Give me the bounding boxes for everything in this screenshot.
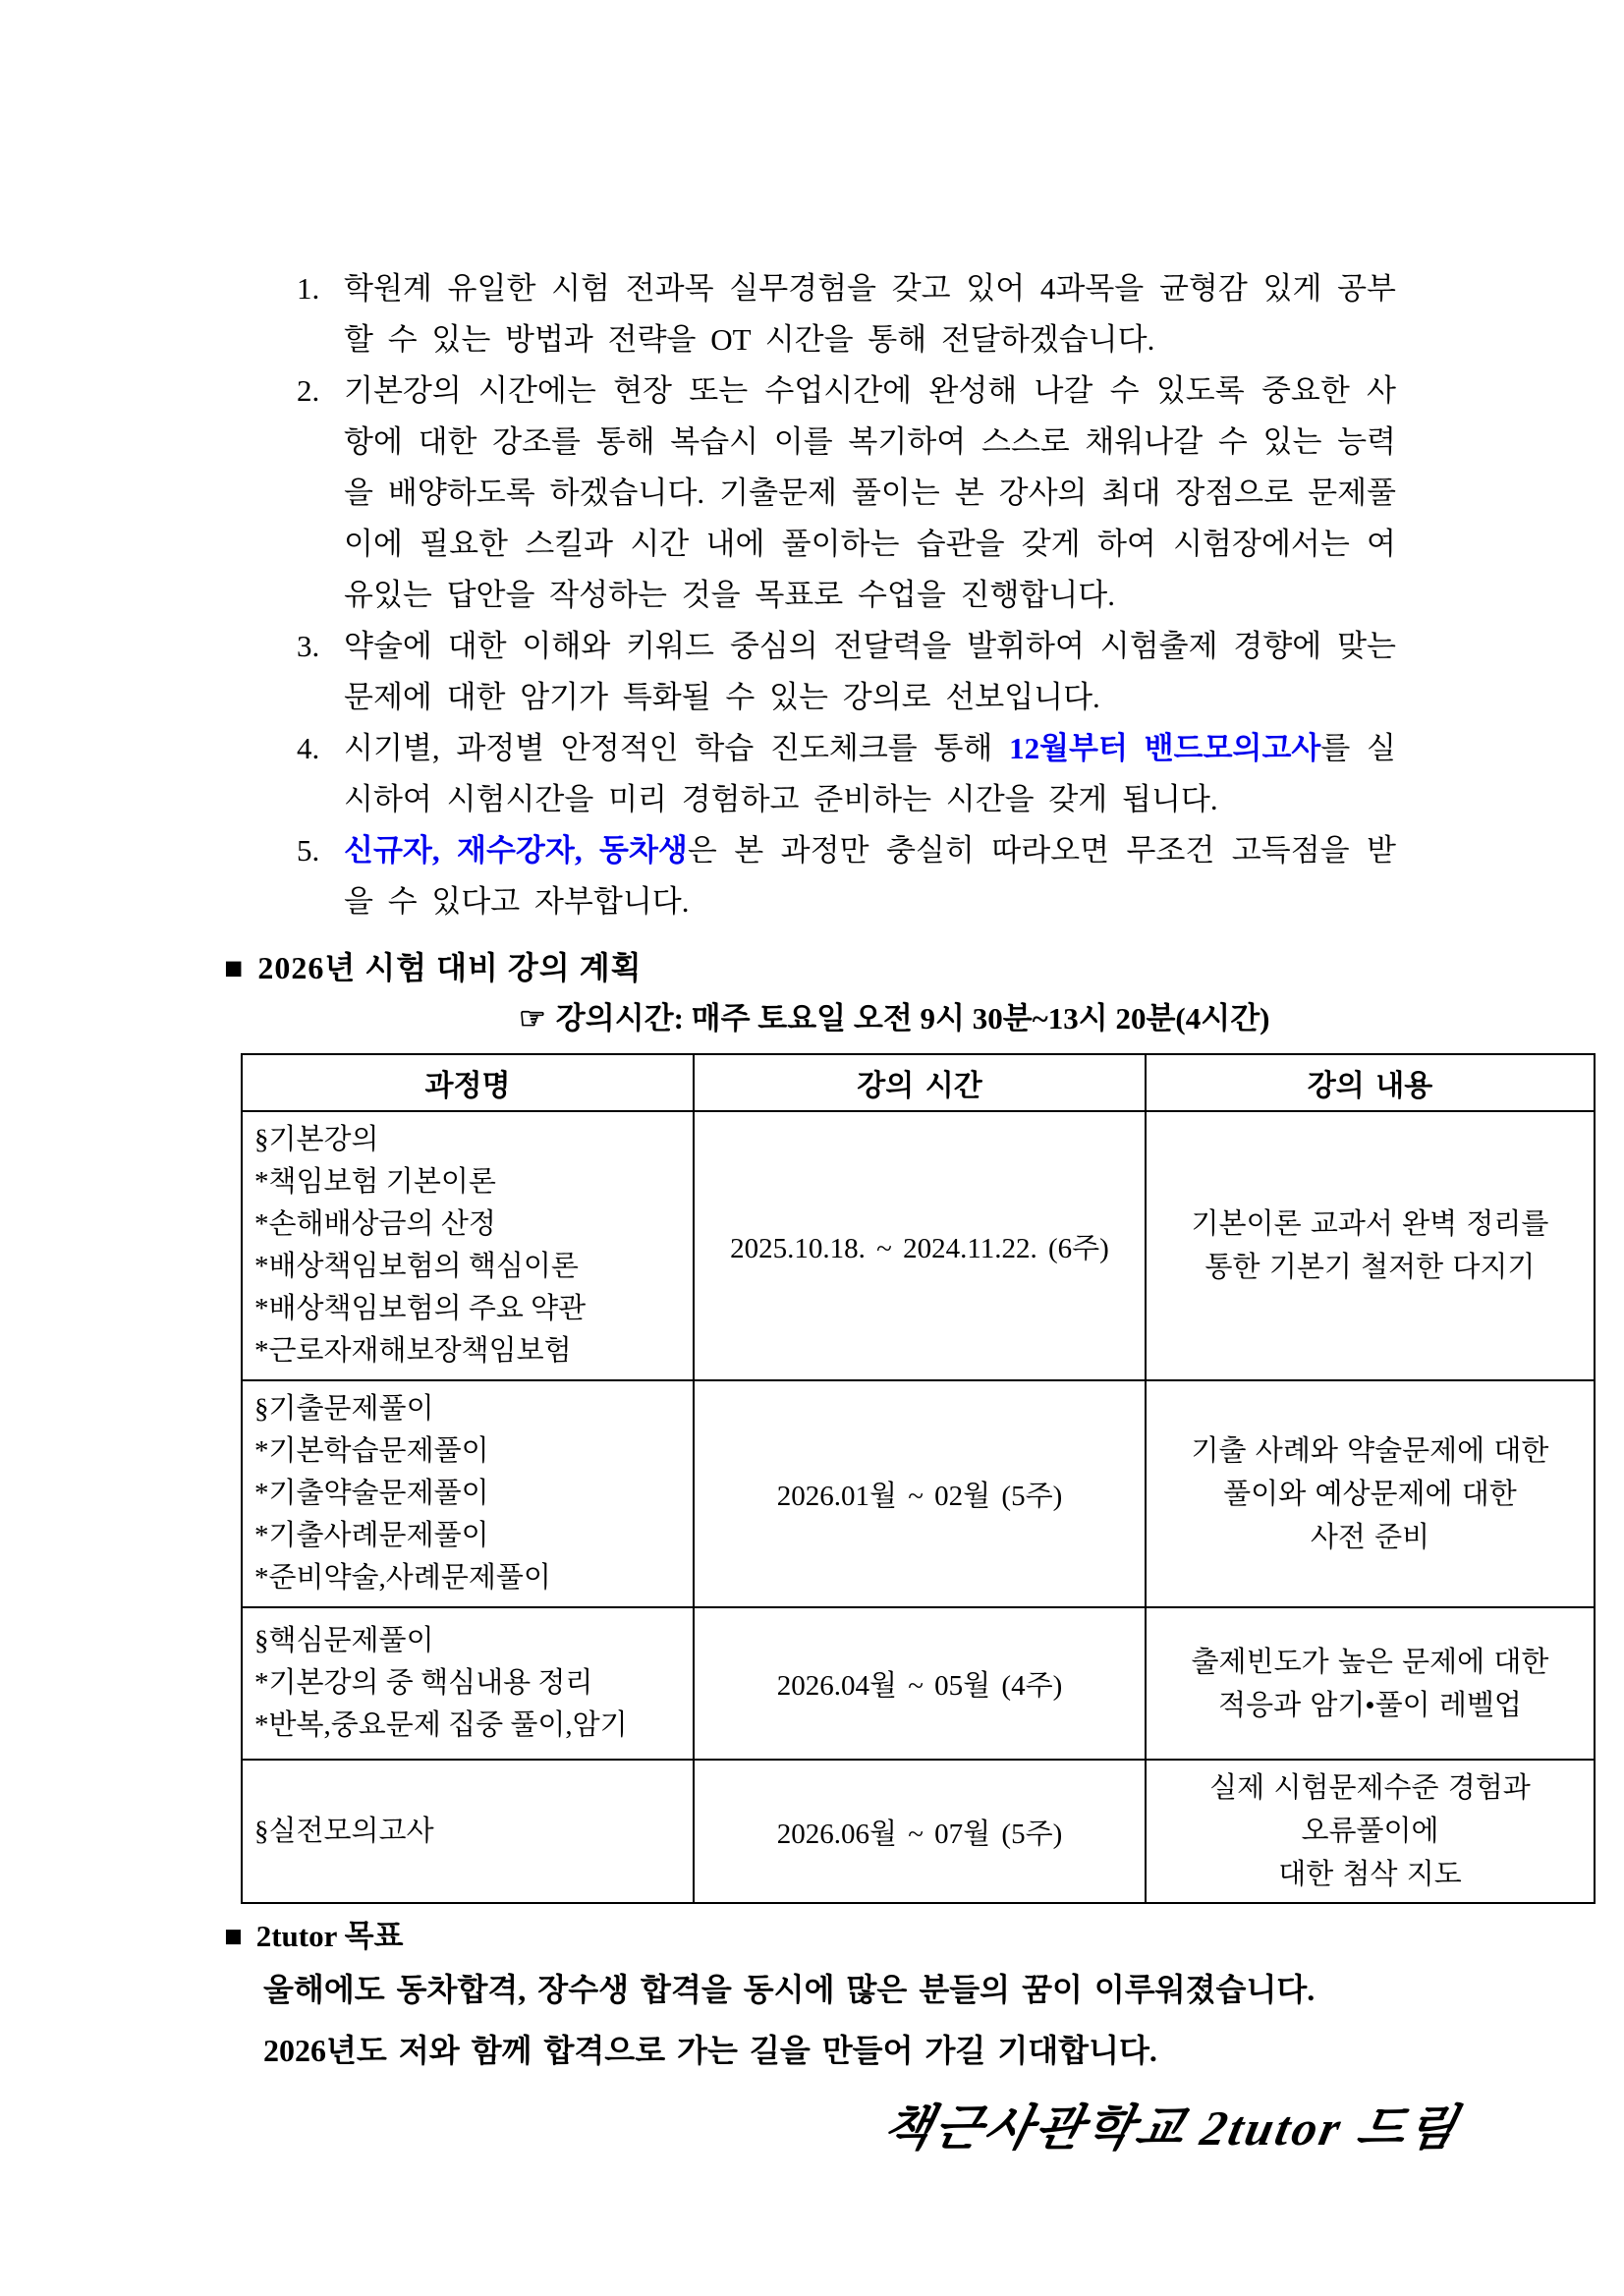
content-line: 출제빈도가 높은 문제에 대한 [1191,1646,1549,1678]
item-text: 학원계 유일한 시험 전과목 실무경험을 갖고 있어 4과목을 균형감 있게 공부 할 수 있는 방법과 전략을 OT 시간을 통해 전달하겠습니다. [344,271,1396,357]
content-cell [1146,1607,1595,1760]
signature: 책근사관학교 2tutor 드림 [877,2100,1465,2156]
header-content: 강의 내용 [1146,1054,1595,1111]
item-text: 기본강의 시간에는 현장 또는 수업시간에 완성해 나갈 수 있도록 중요한 사항에 대한 강조를 통해 복습시 이를 복기하여 스스로 채워나갈 수 있는 능력을 배양하도록 하겠습니다. 기출문제 풀이는 본 강사의 최대 장점으로 문제풀이에 필요한 스킬과 시간 내에 풀이하는 습관을 갖게 하여 시험장에서는 여유있는 답안을 작성하는 것을 목표로 수업을 진행합니다. [344,373,1396,612]
course-line: *기출사례문제풀이 [254,1520,489,1551]
course-line: *기출약술문제풀이 [254,1478,489,1509]
item-text: 를 실시하여 시험시간을 미리 경험하고 준비하는 시간을 갖게 됩니다. [344,731,1396,816]
content-line: 통한 기본기 철저한 다지기 [1204,1252,1536,1283]
table-row [242,1607,1595,1760]
header-course: 과정명 [242,1054,694,1111]
intro-section [0,0,1624,927]
list-item [297,621,1396,723]
content-cell [1146,1111,1595,1380]
lecture-plan-table [241,1053,1596,1904]
highlight-text: 12월부터 밴드모의고사 [1009,731,1321,765]
list-item [297,263,1396,365]
content-line: 대한 첨삭 지도 [1278,1859,1462,1890]
list-item [297,825,1396,927]
content-line: 기출 사례와 약술문제에 대한 [1191,1434,1549,1467]
course-line: *근로자재해보장책임보험 [254,1335,572,1367]
course-cell [242,1111,694,1380]
course-line: §실전모의고사 [254,1815,434,1847]
item-text: 은 본 과정만 충실히 따라오면 무조건 고득점을 받을 수 있다고 자부합니다. [344,833,1396,919]
square-bullet-icon: ■ [224,1919,243,1953]
item-number: 5. [297,833,320,868]
content-line: 오류풀이에 [1301,1816,1439,1847]
table-header-row [242,1054,1595,1111]
course-cell [242,1607,694,1760]
time-cell: 2026.04월 ~ 05월 (4주) [694,1607,1146,1760]
item-text: 약술에 대한 이해와 키워드 중심의 전달력을 발휘하여 시험출제 경향에 맞는 문제에 대한 암기가 특화될 수 있는 강의로 선보입니다. [344,629,1396,714]
table-row [242,1380,1595,1607]
course-line: *손해배상금의 산정 [254,1208,496,1240]
plan-title-text: 2026년 시험 대비 강의 계획 [257,950,643,985]
content-line: 기본이론 교과서 완벽 정리를 [1191,1208,1549,1240]
course-line: §기본강의 [254,1124,379,1155]
list-item [297,365,1396,621]
goal-line: 울해에도 동차합격, 장수생 합격을 동시에 많은 분들의 꿈이 이루워졌습니다. [263,1972,1316,2007]
item-number: 3. [297,629,320,663]
item-number: 2. [297,373,320,408]
course-line: §기출문제풀이 [254,1393,434,1425]
course-line: *배상책임보험의 핵심이론 [254,1251,579,1282]
goal-section-title [224,1914,1624,1959]
plan-section-title [224,945,1624,990]
content-line: 풀이와 예상문제에 대한 [1223,1478,1517,1510]
course-line: *기본강의 중 핵심내용 정리 [254,1667,593,1699]
goal-lines [224,1959,1624,2081]
goal-title-text: 2tutor 목표 [255,1919,404,1953]
course-line: §핵심문제풀이 [254,1625,434,1656]
item-text: 시기별, 과정별 안정적인 학습 진도체크를 통해 [344,731,1010,765]
square-bullet-icon: ■ [224,950,245,985]
table-row [242,1760,1595,1903]
content-line: 사전 준비 [1310,1521,1430,1553]
pointing-hand-icon: ☞ [519,1001,546,1036]
course-cell [242,1380,694,1607]
schedule-note [519,996,1624,1041]
content-line: 적응과 암기•풀이 레벨업 [1218,1689,1522,1721]
course-cell [242,1760,694,1903]
time-cell: 2026.01월 ~ 02월 (5주) [694,1380,1146,1607]
course-line: *반복,중요문제 집중 풀이,암기 [254,1709,628,1741]
schedule-note-text: 강의시간: 매주 토요일 오전 9시 30분~13시 20분(4시간) [555,1001,1270,1036]
list-item [297,723,1396,825]
signature-row [224,2089,1624,2159]
content-cell [1146,1760,1595,1903]
intro-list [248,263,1396,927]
time-cell: 2025.10.18. ~ 2024.11.22. (6주) [694,1111,1146,1380]
time-cell: 2026.06월 ~ 07월 (5주) [694,1760,1146,1903]
goal-line: 2026년도 저와 함께 합격으로 가는 길을 만들어 가길 기대합니다. [263,2033,1157,2068]
content-line: 실제 시험문제수준 경험과 [1209,1772,1531,1804]
content-cell [1146,1380,1595,1607]
item-number: 1. [297,271,320,306]
plan-section [0,945,1624,2159]
highlight-text: 신규자, 재수강자, 동차생 [344,833,688,868]
course-line: *준비약술,사례문제풀이 [254,1562,551,1594]
header-time: 강의 시간 [694,1054,1146,1111]
course-line: *배상책임보험의 주요 약관 [254,1293,587,1324]
course-line: *기본학습문제풀이 [254,1435,489,1467]
table-row [242,1111,1595,1380]
course-line: *책임보험 기본이론 [254,1166,496,1198]
item-number: 4. [297,731,320,765]
